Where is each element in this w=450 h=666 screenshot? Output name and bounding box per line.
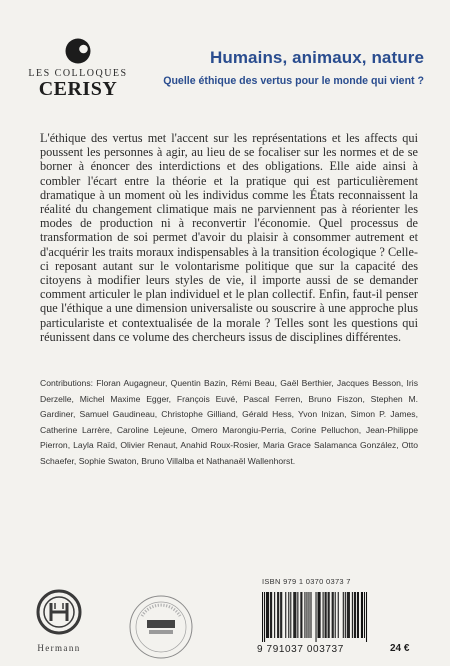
barcode-bar — [310, 592, 311, 638]
book-abstract: L'éthique des vertus met l'accent sur les représentations et les affects qui poussent les personnes à agir, au lieu de se focaliser sur les normes et de se borner à énoncer des interdictions et des obligations. Elle aide ainsi à combler l'écart entre la théorie et la pratique qui est particulièrement dramatique à un moment où les individus comme les États reconnaissent la réalité du changement climatique mais ne parviennent pas à réorienter les modes de production ni à reconvertir l'économie. Quel processus de transformation de soi permet d'avoir du plaisir à consommer autrement et d'acquérir les traits moraux indispensables à la transition écologique ? Celle-ci reposant autant sur le volontarisme politique que sur la capacité des citoyens à modifier leurs styles de vie, il importe aussi de se demander comment articuler le plan individuel et le plan collectif. Enfin, faut-il penser que l'éthique a une dimension universaliste ou souscrire à une approche plus particulariste et contextualisée de la morale ? Telles sont les questions qui réunissent dans ce volume des chercheurs issus de disciplines différentes. — [40, 131, 418, 344]
barcode-bar — [281, 592, 282, 638]
barcode-bar — [333, 592, 334, 638]
barcode-bar — [301, 592, 302, 638]
barcode-bar — [361, 592, 362, 638]
barcode-bar — [345, 592, 346, 638]
publisher-logo — [28, 589, 90, 653]
barcode-bar — [347, 592, 348, 638]
barcode-bar — [326, 592, 327, 638]
barcode-bar — [293, 592, 294, 638]
barcode-bar — [290, 592, 291, 638]
barcode-bar — [294, 592, 295, 638]
barcode-bar — [316, 592, 317, 642]
barcode-bar — [325, 592, 326, 638]
barcode-bar — [343, 592, 344, 638]
barcode-bar — [277, 592, 278, 638]
barcode-bar — [348, 592, 349, 638]
barcode-bar — [297, 592, 298, 638]
barcode-bar — [332, 592, 333, 638]
barcode-bar — [358, 592, 359, 638]
barcode-bar — [355, 592, 356, 638]
book-subtitle: Quelle éthique des vertus pour le monde qui vient ? — [163, 75, 424, 87]
barcode-bar — [264, 592, 265, 642]
barcode-bar — [295, 592, 296, 638]
barcode-bar — [280, 592, 281, 638]
book-title: Humains, animaux, nature — [209, 48, 424, 67]
barcode-number: 9 791037 003737 — [257, 644, 344, 655]
barcode-bar — [278, 592, 279, 638]
isbn-label: ISBN 979 1 0370 0373 7 — [262, 577, 351, 586]
series-name-line2: CERISY — [38, 78, 118, 100]
barcode-bar — [308, 592, 309, 638]
barcode-bar — [262, 592, 263, 642]
barcode-bar — [306, 592, 307, 638]
barcode-bar — [329, 592, 330, 638]
publisher-name: Hermann — [37, 643, 81, 653]
barcode-bar — [323, 592, 324, 638]
barcode-bar — [320, 592, 321, 638]
barcode-bar — [288, 592, 289, 638]
barcode-bar — [300, 592, 301, 638]
hermann-logo-icon — [36, 589, 82, 635]
publisher-seal-icon — [128, 594, 194, 660]
barcode-bar — [338, 592, 339, 638]
barcode-bar — [364, 592, 365, 638]
barcode-bar — [352, 592, 353, 638]
barcode-bar — [318, 592, 319, 638]
barcode-bar — [328, 592, 329, 638]
price: 24 € — [390, 643, 410, 654]
contributors-list: Contributions: Floran Augagneur, Quentin Bazin, Rémi Beau, Gaël Berthier, Jacques Besson, Iris Derzelle, Michel Maxime Egger, François Euvé, Pascal Ferren, Bruno Fiszon, Stephen M. Gardiner, Samuel Gaudineau, Christophe Gilliand, Gérald Hess, Yvon Inizan, Simon P. James, Catherine Larrère, Caroline Lejeune, Omero Marongiu-Perria, Corine Pelluchon, Jean-Philippe Pierron, Layla Raïd, Olivier Renaut, Anahid Roux-Rosier, Maria Grace Salamanca González, Otto Schaefer, Sophie Swaton, Bruno Villalba et Nathanaël Wallenhorst. — [40, 378, 418, 466]
barcode-bar — [354, 592, 355, 638]
barcode-bar — [270, 592, 271, 638]
series-name-line1: LES COLLOQUES — [28, 68, 128, 79]
barcode-bar — [366, 592, 367, 642]
barcode-bar — [319, 592, 320, 638]
barcode-bar — [268, 592, 269, 638]
barcode-bar — [274, 592, 275, 638]
barcode-bar — [285, 592, 286, 638]
barcode-bar — [271, 592, 272, 638]
barcode-bar — [349, 592, 350, 638]
barcode-bar — [266, 592, 267, 638]
barcode-bar — [304, 592, 305, 638]
barcode-bar — [362, 592, 363, 638]
barcode-bar — [267, 592, 268, 638]
barcode-bar — [357, 592, 358, 638]
barcode-icon — [256, 592, 374, 644]
cerisy-logo-icon — [65, 38, 91, 64]
series-logo — [28, 38, 128, 99]
barcode-bar — [335, 592, 336, 638]
